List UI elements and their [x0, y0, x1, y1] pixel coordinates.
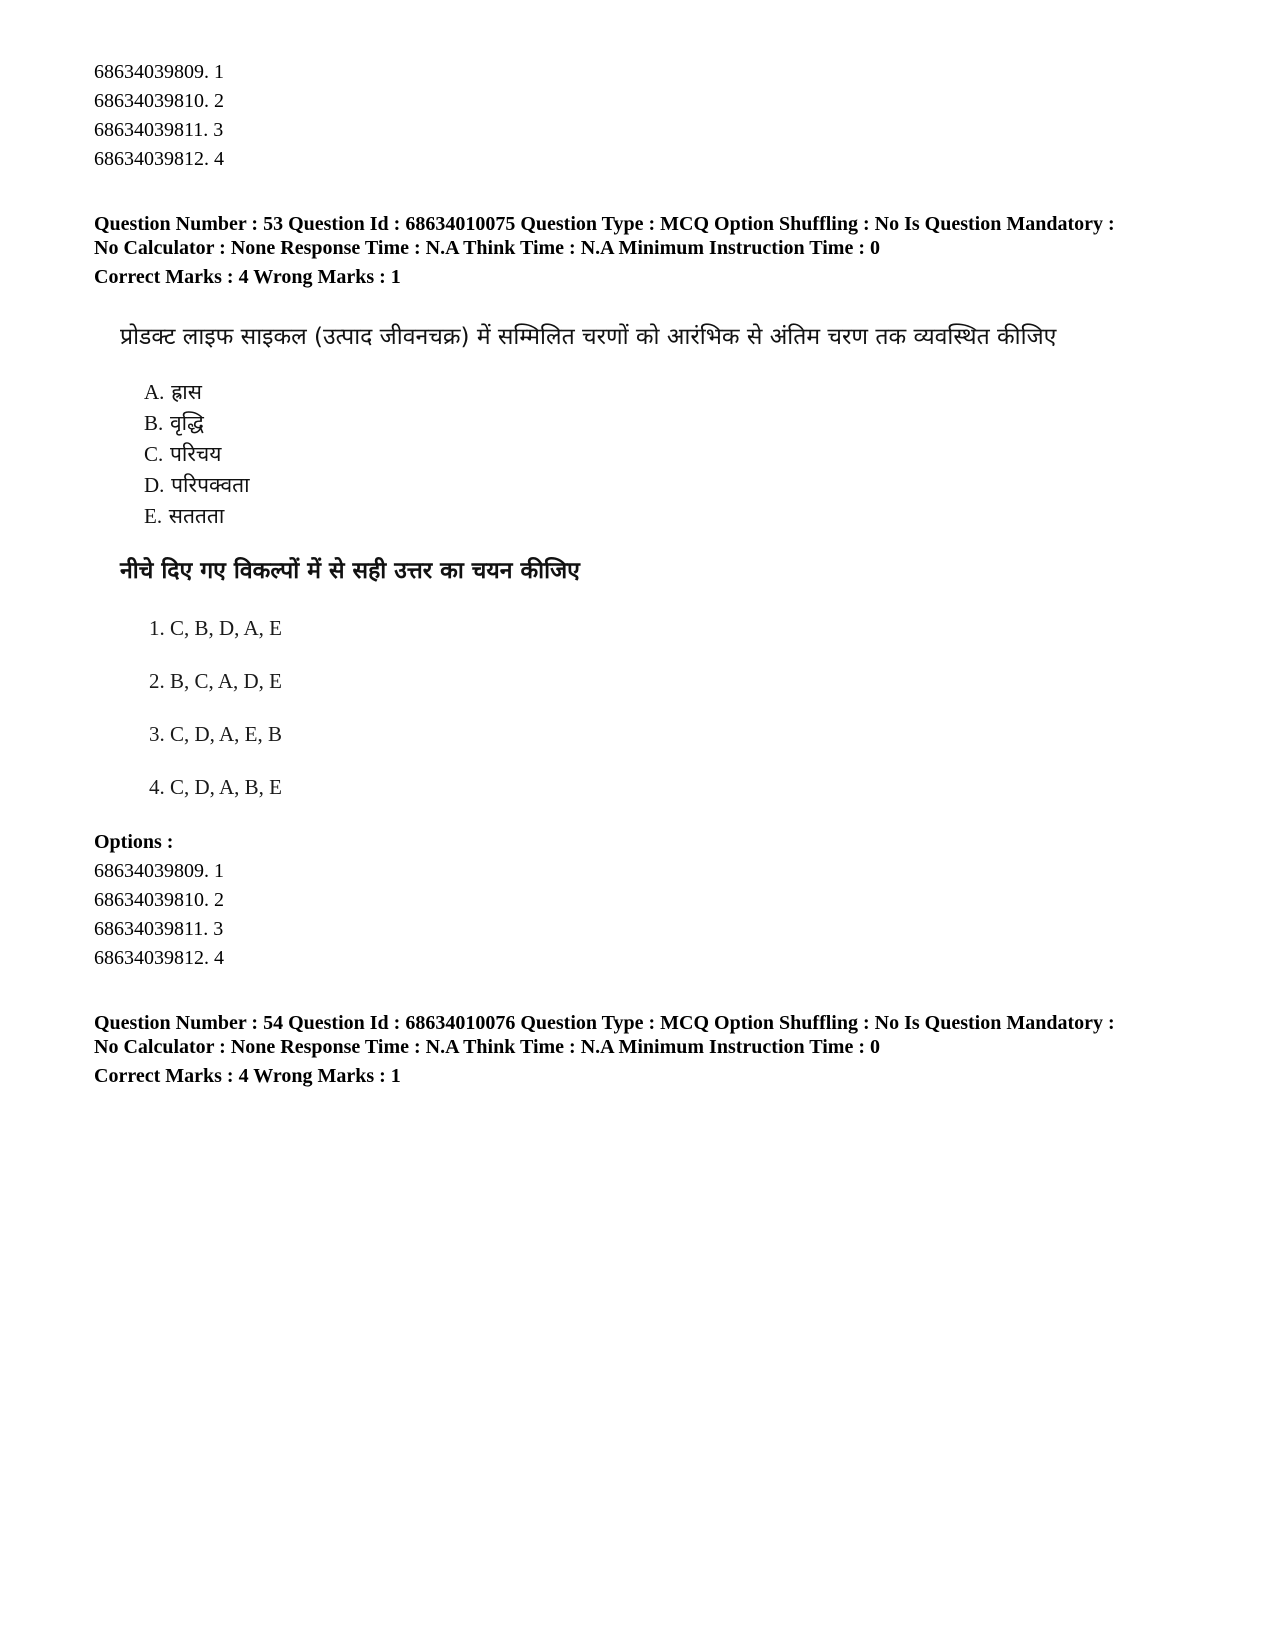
q53-item-e: [144, 501, 224, 532]
q53-choice-3: 3. C, D, A, E, B: [149, 722, 283, 746]
q53-item-d: [144, 470, 250, 501]
q53-meta-line-2: No Calculator : None Response Time : N.A Think Time : N.A Minimum Instruction Time : 0: [94, 237, 880, 259]
q53-choice-4: 4. C, D, A, B, E: [149, 775, 283, 799]
prev-option-2: 68634039810. 2: [94, 90, 224, 112]
q53-option-2: 68634039810. 2: [94, 889, 224, 911]
item-text: वृद्धि: [169, 411, 204, 435]
item-letter: C.: [144, 442, 164, 466]
q53-option-1: 68634039809. 1: [94, 860, 224, 882]
item-text: परिचय: [169, 442, 222, 466]
q53-options-label: Options :: [94, 831, 174, 853]
q53-question-text: प्रोडक्ट लाइफ साइकल (उत्पाद जीवनचक्र) में सम्मिलित चरणों को आरंभिक से अंतिम चरण तक व्यवस्थित कीजिए: [120, 324, 1057, 350]
q53-marks: Correct Marks : 4 Wrong Marks : 1: [94, 266, 401, 288]
prev-option-3: 68634039811. 3: [94, 119, 224, 141]
item-text: सततता: [168, 504, 225, 528]
q53-meta-line-1: Question Number : 53 Question Id : 68634010075 Question Type : MCQ Option Shuffling : No Is Question Mandatory :: [94, 213, 1115, 235]
prev-option-1: 68634039809. 1: [94, 61, 224, 83]
prev-option-4: 68634039812. 4: [94, 148, 224, 170]
q53-option-4: 68634039812. 4: [94, 947, 224, 969]
item-letter: D.: [144, 473, 165, 497]
item-text: परिपक्वता: [171, 473, 250, 497]
item-letter: B.: [144, 411, 164, 435]
q54-meta-line-2: No Calculator : None Response Time : N.A Think Time : N.A Minimum Instruction Time : 0: [94, 1036, 880, 1058]
q54-marks: Correct Marks : 4 Wrong Marks : 1: [94, 1065, 401, 1087]
q53-item-c: [144, 439, 221, 470]
item-letter: E.: [144, 504, 163, 528]
q54-meta-line-1: Question Number : 54 Question Id : 68634010076 Question Type : MCQ Option Shuffling : No Is Question Mandatory :: [94, 1012, 1115, 1034]
q53-instruction: नीचे दिए गए विकल्पों में से सही उत्तर का चयन कीजिए: [120, 558, 580, 584]
q53-option-3: 68634039811. 3: [94, 918, 224, 940]
item-letter: A.: [144, 380, 165, 404]
q53-item-a: [144, 377, 202, 408]
q53-item-b: [144, 408, 204, 439]
q53-choice-1: 1. C, B, D, A, E: [149, 616, 283, 640]
item-text: ह्रास: [171, 380, 202, 404]
q53-choice-2: 2. B, C, A, D, E: [149, 669, 283, 693]
